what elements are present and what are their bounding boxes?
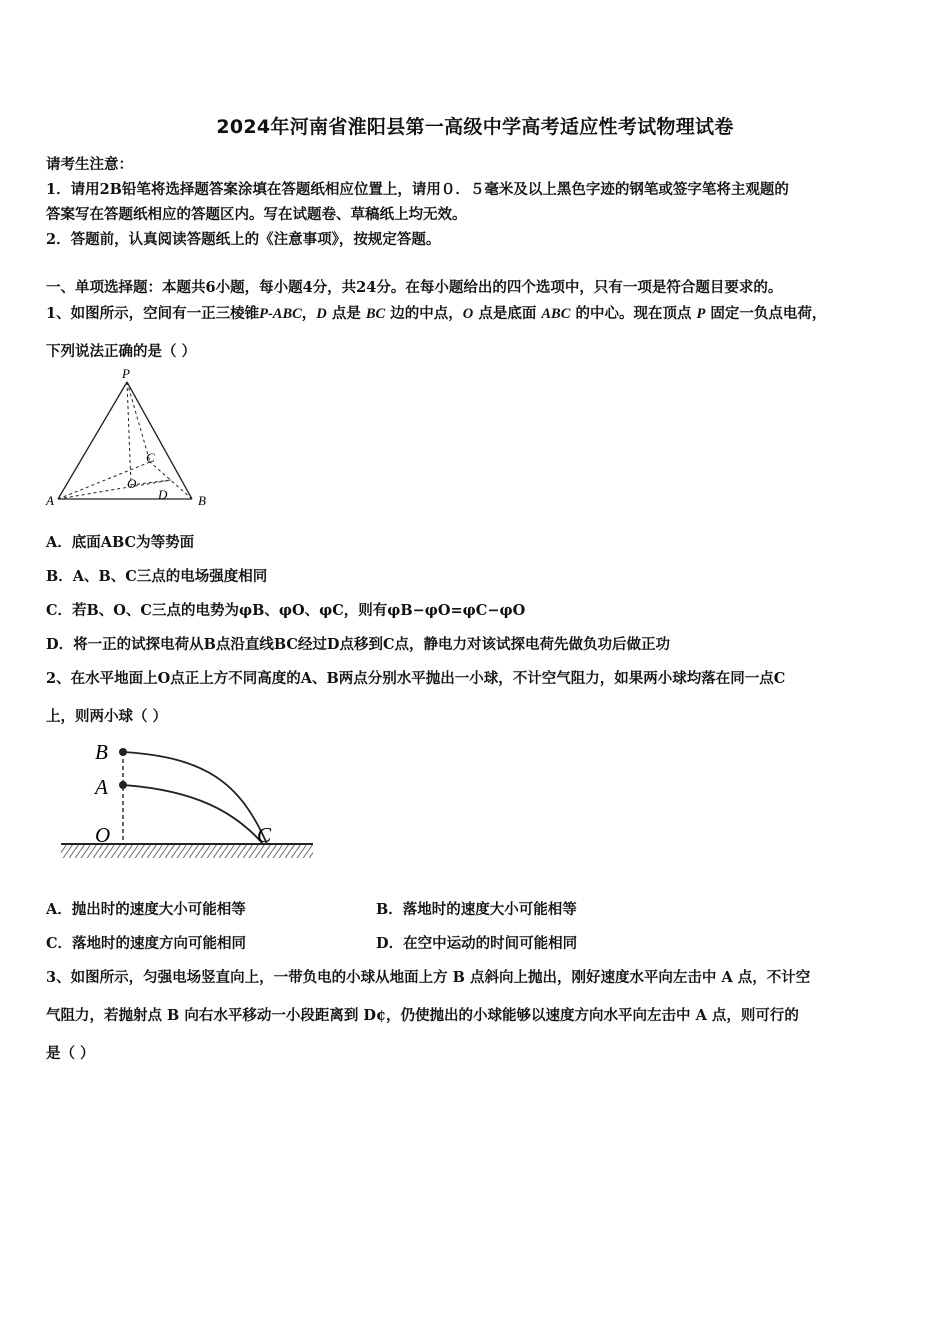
label-D: D [158, 487, 168, 502]
q1-option-a: A．底面ABC为等势面 [46, 534, 195, 551]
q2-option-a: A．抛出时的速度大小可能相等 [46, 901, 246, 918]
q1-option-c: C．若B、O、C三点的电势为φB、φO、φC，则有φB−φO=φC−φO [46, 602, 526, 619]
label-A: A [95, 775, 108, 799]
label-B: B [198, 493, 206, 508]
q2-option-b: B．落地时的速度大小可能相等 [376, 901, 577, 918]
section-heading: 一、单项选择题：本题共6小题，每小题4分，共24分。在每小题给出的四个选项中，只有一项是符合题目要求的。 [46, 279, 783, 296]
notice-item-2: 2．答题前，认真阅读答题纸上的《注意事项》，按规定答题。 [46, 231, 441, 248]
q3-stem-line3: 是（ ） [46, 1045, 95, 1062]
q1-stem-line2: 下列说法正确的是（ ） [46, 343, 197, 360]
projectile-figure [55, 732, 315, 867]
q1-option-d: D．将一正的试探电荷从B点沿直线BC经过D点移到C点，静电力对该试探电荷先做负功后做正功 [46, 636, 671, 653]
label-O: O [95, 823, 111, 847]
q2-option-d: D．在空中运动的时间可能相同 [376, 935, 578, 952]
label-B: B [95, 740, 108, 764]
pyramid-figure [40, 362, 220, 512]
q2-stem-line2: 上，则两小球（ ） [46, 708, 168, 725]
notice-item-1a: 1．请用2B铅笔将选择题答案涂填在答题纸相应位置上，请用０．５毫米及以上黑色字迹的钢笔或签字笔将主观题的 [46, 181, 789, 198]
label-C: C [146, 450, 155, 465]
q1-option-b: B．A、B、C三点的电场强度相同 [46, 568, 268, 585]
q3-stem-line2: 气阻力，若抛射点 B 向右水平移动一小段距离到 D¢，仍使抛出的小球能够以速度方向水平向左击中 A 点，则可行的 [46, 1007, 799, 1024]
q2-option-c: C．落地时的速度方向可能相同 [46, 935, 247, 952]
q3-stem-line1: 3、如图所示，匀强电场竖直向上，一带负电的小球从地面上方 B 点斜向上抛出，刚好速度水平向左击中 A 点，不计空 [46, 969, 811, 986]
notice-item-1b: 答案写在答题纸相应的答题区内。写在试题卷、草稿纸上均无效。 [46, 206, 467, 223]
label-A: A [46, 493, 54, 508]
label-P: P [122, 366, 130, 381]
label-C: C [257, 823, 272, 847]
page-title: 2024年河南省淮阳县第一高级中学高考适应性考试物理试卷 [216, 116, 734, 138]
label-O: O [127, 476, 137, 491]
notice-heading: 请考生注意： [46, 156, 133, 173]
q2-stem-line1: 2、在水平地面上O点正上方不同高度的A、B两点分别水平抛出一小球，不计空气阻力，如果两小球均落在同一点C [46, 670, 786, 687]
q1-stem-line1: 1、如图所示，空间有一正三棱锥P-ABC，D 点是 BC 边的中点，O 点是底面 ABC 的中心。现在顶点 P 固定一负点电荷， [46, 305, 827, 322]
